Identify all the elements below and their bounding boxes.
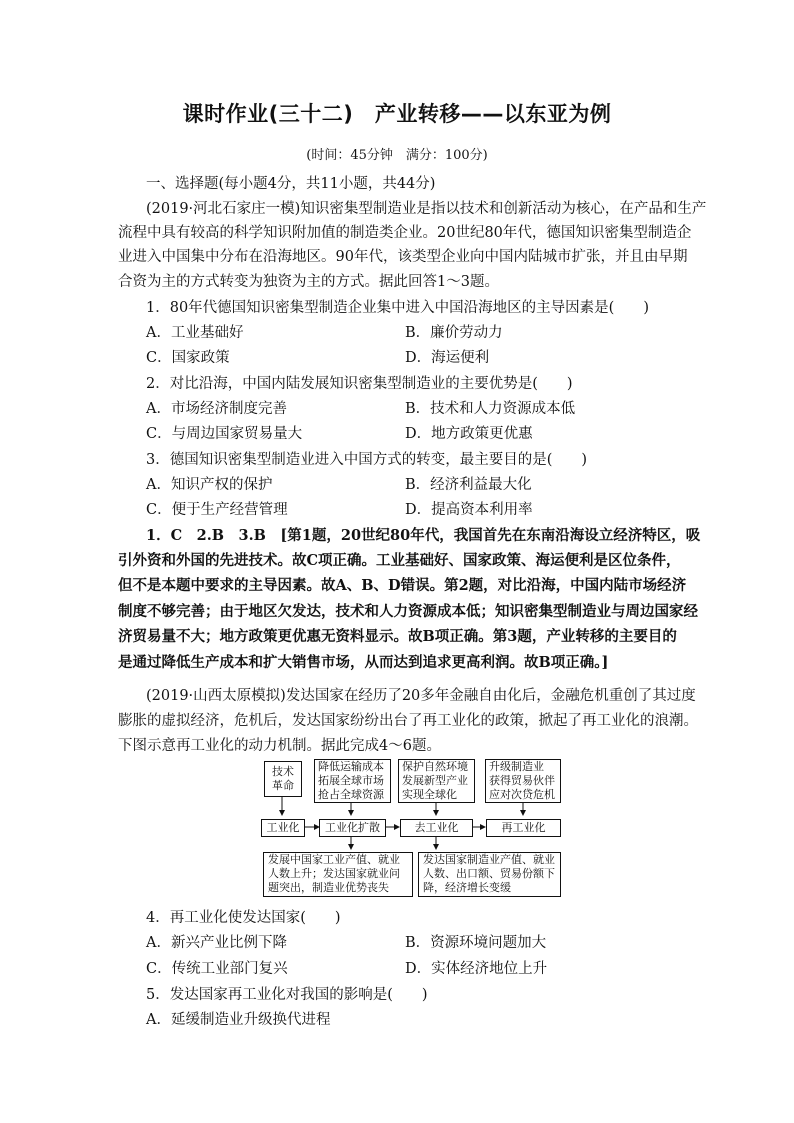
answer-explanation-line: 1．C 2.B 3.B [第1题，20世纪80年代，我国首先在东南沿海设立经济特区，吸 <box>146 527 701 544</box>
question-2-option-a: A．市场经济制度完善 <box>146 401 287 417</box>
question-3-stem: 3．德国知识密集型制造业进入中国方式的转变，最主要目的是( ) <box>146 452 588 468</box>
diagram-box-industrialization: 工业化 <box>261 819 305 837</box>
diagram-box-reindustrialization: 再工业化 <box>486 819 561 837</box>
material1-line: 流程中具有较高的科学知识附加值的制造类企业。20世纪80年代，德国知识密集型制造企 <box>118 225 692 241</box>
material1-line: 业进入中国集中分布在沿海地区。90年代，该类型企业向中国内陆城市扩张，并且由早期 <box>118 249 688 265</box>
question-2-option-c: C．与周边国家贸易量大 <box>146 426 303 442</box>
question-3-option-d: D．提高资本利用率 <box>405 502 533 518</box>
diagram-box-developing-outcome: 发展中国家工业产值、就业 人数上升；发达国家就业问 题突出，制造业优势丧失 <box>263 852 413 897</box>
page-title: 课时作业(三十二) 产业转移——以东亚为例 <box>182 102 612 126</box>
question-5-stem: 5．发达国家再工业化对我国的影响是( ) <box>146 987 428 1003</box>
diagram-box-deindustrialization: 去工业化 <box>400 819 473 837</box>
question-1-option-a: A．工业基础好 <box>146 325 244 341</box>
question-4-option-d: D．实体经济地位上升 <box>405 961 548 977</box>
question-3-option-c: C．便于生产经营管理 <box>146 502 288 518</box>
question-4-stem: 4．再工业化使发达国家( ) <box>146 910 341 926</box>
diagram-box-tech-revolution: 技术 革命 <box>264 761 302 797</box>
material2-line: (2019·山西太原模拟)发达国家在经历了20多年金融自由化后，金融危机重创了其过度 <box>146 688 696 704</box>
diagram-box-deindustrialization-drivers: 保护自然环境 发展新型产业 实现全球化 <box>398 759 475 803</box>
question-4-option-b: B．资源环境问题加大 <box>405 935 547 951</box>
answer-explanation-line: 济贸易量不大；地方政策更优惠无资料显示。故B项正确。第3题，产业转移的主要目的 <box>118 628 677 645</box>
material1-line: 合资为主的方式转变为独资为主的方式。据此回答1～3题。 <box>118 274 499 290</box>
question-4-option-c: C．传统工业部门复兴 <box>146 961 288 977</box>
answer-explanation-line: 制度不够完善；由于地区欠发达，技术和人力资源成本低；知识密集型制造业与周边国家经 <box>118 603 698 620</box>
answer-explanation-line: 引外资和外国的先进技术。故C项正确。工业基础好、国家政策、海运便利是区位条件， <box>118 552 681 569</box>
question-1-stem: 1．80年代德国知识密集型制造企业集中进入中国沿海地区的主导因素是( ) <box>146 300 649 316</box>
reindustrialization-diagram <box>261 757 561 897</box>
question-2-option-d: D．地方政策更优惠 <box>405 426 533 442</box>
diagram-box-industrial-diffusion-drivers: 降低运输成本 拓展全球市场 抢占全球资源 <box>314 759 391 803</box>
question-3-option-a: A．知识产权的保护 <box>146 477 273 493</box>
page-subtitle: (时间：45分钟 满分：100分) <box>306 148 488 163</box>
material2-line: 膨胀的虚拟经济，危机后，发达国家纷纷出台了再工业化的政策，掀起了再工业化的浪潮。 <box>118 713 698 729</box>
question-5-option-a: A．延缓制造业升级换代进程 <box>146 1012 331 1028</box>
question-3-option-b: B．经济利益最大化 <box>405 477 532 493</box>
diagram-box-developed-outcome: 发达国家制造业产值、就业 人数、出口额、贸易份额下 降，经济增长变缓 <box>418 852 561 897</box>
section-heading: 一、选择题(每小题4分，共11小题，共44分) <box>146 176 436 192</box>
question-1-option-c: C．国家政策 <box>146 350 230 366</box>
question-1-option-b: B．廉价劳动力 <box>405 325 503 341</box>
material1-line: (2019·河北石家庄一模)知识密集型制造业是指以技术和创新活动为核心，在产品和生产 <box>146 201 707 217</box>
question-2-option-b: B．技术和人力资源成本低 <box>405 401 576 417</box>
answer-explanation-line: 是通过降低生产成本和扩大销售市场，从而达到追求更高利润。故B项正确。] <box>118 654 609 671</box>
diagram-box-reindustrialization-drivers: 升级制造业 获得贸易伙伴 应对次贷危机 <box>485 759 561 803</box>
answer-explanation-line: 但不是本题中要求的主导因素。故A、B、D错误。第2题，对比沿海，中国内陆市场经济 <box>118 577 687 594</box>
question-2-stem: 2．对比沿海，中国内陆发展知识密集型制造业的主要优势是( ) <box>146 376 573 392</box>
diagram-box-industrial-diffusion: 工业化扩散 <box>319 819 386 837</box>
material2-line: 下图示意再工业化的动力机制。据此完成4～6题。 <box>118 738 441 754</box>
question-4-option-a: A．新兴产业比例下降 <box>146 935 287 951</box>
question-1-option-d: D．海运便利 <box>405 350 490 366</box>
